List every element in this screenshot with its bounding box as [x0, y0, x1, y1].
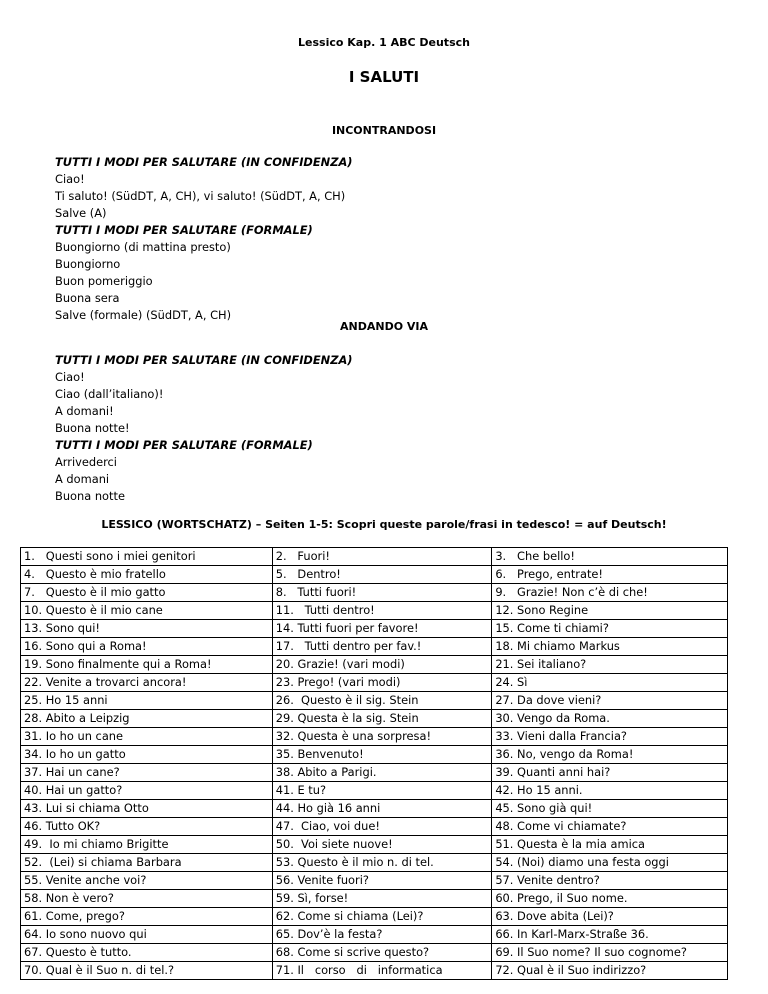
vocab-cell: 7. Questo è il mio gatto — [21, 584, 273, 602]
vocab-cell: 44. Ho già 16 anni — [272, 800, 492, 818]
greeting-line: Arrivederci — [55, 455, 117, 469]
vocab-cell: 22. Venite a trovarci ancora! — [21, 674, 273, 692]
table-row — [21, 872, 728, 890]
vocab-cell: 52. (Lei) si chiama Barbara — [21, 854, 273, 872]
vocab-cell: 20. Grazie! (vari modi) — [272, 656, 492, 674]
table-row — [21, 638, 728, 656]
category-heading: TUTTI I MODI PER SALUTARE (IN CONFIDENZA) — [55, 155, 353, 169]
vocab-cell: 60. Prego, il Suo nome. — [492, 890, 728, 908]
vocab-cell: 48. Come vi chiamate? — [492, 818, 728, 836]
table-row — [21, 728, 728, 746]
vocab-cell: 10. Questo è il mio cane — [21, 602, 273, 620]
vocab-cell: 27. Da dove vieni? — [492, 692, 728, 710]
table-row — [21, 620, 728, 638]
section-heading-andando-via: ANDANDO VIA — [340, 320, 428, 333]
vocab-cell: 13. Sono qui! — [21, 620, 273, 638]
vocab-cell: 24. Sì — [492, 674, 728, 692]
table-row — [21, 746, 728, 764]
page-title: I SALUTI — [348, 68, 420, 86]
vocab-cell: 23. Prego! (vari modi) — [272, 674, 492, 692]
vocab-cell: 45. Sono già qui! — [492, 800, 728, 818]
lessico-heading: LESSICO (WORTSCHATZ) – Seiten 1-5: Scopri queste parole/frasi in tedesco! = auf Deutsch! — [101, 518, 667, 531]
vocab-cell: 63. Dove abita (Lei)? — [492, 908, 728, 926]
greeting-line: A domani — [55, 472, 110, 486]
table-row — [21, 602, 728, 620]
vocab-cell: 37. Hai un cane? — [21, 764, 273, 782]
vocab-cell: 33. Vieni dalla Francia? — [492, 728, 728, 746]
vocab-cell: 25. Ho 15 anni — [21, 692, 273, 710]
vocab-cell: 69. Il Suo nome? Il suo cognome? — [492, 944, 728, 962]
vocab-cell: 9. Grazie! Non c’è di che! — [492, 584, 728, 602]
table-row — [21, 692, 728, 710]
vocab-cell: 17. Tutti dentro per fav.! — [272, 638, 492, 656]
vocab-cell: 19. Sono finalmente qui a Roma! — [21, 656, 273, 674]
table-row — [21, 962, 728, 980]
table-row — [21, 926, 728, 944]
vocab-cell: 21. Sei italiano? — [492, 656, 728, 674]
vocab-cell: 55. Venite anche voi? — [21, 872, 273, 890]
greeting-line: Buon pomeriggio — [55, 274, 153, 288]
greeting-line: A domani! — [55, 404, 114, 418]
vocab-cell: 70. Qual è il Suo n. di tel.? — [21, 962, 273, 980]
vocab-cell: 61. Come, prego? — [21, 908, 273, 926]
vocab-cell: 8. Tutti fuori! — [272, 584, 492, 602]
vocab-cell: 15. Come ti chiami? — [492, 620, 728, 638]
vocab-cell: 42. Ho 15 anni. — [492, 782, 728, 800]
table-row — [21, 890, 728, 908]
vocab-cell: 35. Benvenuto! — [272, 746, 492, 764]
table-row — [21, 656, 728, 674]
vocab-cell: 16. Sono qui a Roma! — [21, 638, 273, 656]
greetings-meeting-list — [55, 154, 352, 324]
vocab-cell: 50. Voi siete nuove! — [272, 836, 492, 854]
table-row — [21, 674, 728, 692]
greeting-line: Salve (A) — [55, 206, 107, 220]
vocab-cell: 26. Questo è il sig. Stein — [272, 692, 492, 710]
vocab-cell: 41. E tu? — [272, 782, 492, 800]
section-heading-incontrandosi: INCONTRANDOSI — [331, 124, 437, 137]
greeting-line: Buongiorno — [55, 257, 121, 271]
vocab-cell: 47. Ciao, voi due! — [272, 818, 492, 836]
table-row — [21, 818, 728, 836]
table-row — [21, 710, 728, 728]
vocab-cell: 31. Io ho un cane — [21, 728, 273, 746]
table-row — [21, 764, 728, 782]
vocab-cell: 12. Sono Regine — [492, 602, 728, 620]
table-row — [21, 782, 728, 800]
vocab-cell: 62. Come si chiama (Lei)? — [272, 908, 492, 926]
table-row — [21, 548, 728, 566]
vocab-cell: 5. Dentro! — [272, 566, 492, 584]
greeting-line: Buona notte! — [55, 421, 130, 435]
table-row — [21, 836, 728, 854]
vocab-cell: 38. Abito a Parigi. — [272, 764, 492, 782]
vocab-cell: 40. Hai un gatto? — [21, 782, 273, 800]
vocab-cell: 4. Questo è mio fratello — [21, 566, 273, 584]
vocab-cell: 1. Questi sono i miei genitori — [21, 548, 273, 566]
vocab-cell: 56. Venite fuori? — [272, 872, 492, 890]
vocab-cell: 3. Che bello! — [492, 548, 728, 566]
vocab-cell: 51. Questa è la mia amica — [492, 836, 728, 854]
vocab-cell: 68. Come si scrive questo? — [272, 944, 492, 962]
vocab-cell: 58. Non è vero? — [21, 890, 273, 908]
greeting-line: Ciao! — [55, 370, 85, 384]
vocab-cell: 2. Fuori! — [272, 548, 492, 566]
vocab-cell: 32. Questa è una sorpresa! — [272, 728, 492, 746]
table-row — [21, 854, 728, 872]
table-row — [21, 944, 728, 962]
table-row — [21, 800, 728, 818]
table-row — [21, 908, 728, 926]
document-header: Lessico Kap. 1 ABC Deutsch — [298, 36, 470, 49]
vocab-cell: 66. In Karl-Marx-Straße 36. — [492, 926, 728, 944]
vocab-cell: 64. Io sono nuovo qui — [21, 926, 273, 944]
vocab-cell: 59. Sì, forse! — [272, 890, 492, 908]
greeting-line: Salve (formale) (SüdDT, A, CH) — [55, 308, 232, 322]
vocab-cell: 18. Mi chiamo Markus — [492, 638, 728, 656]
vocab-cell: 67. Questo è tutto. — [21, 944, 273, 962]
vocab-cell: 65. Dov’è la festa? — [272, 926, 492, 944]
vocab-cell: 30. Vengo da Roma. — [492, 710, 728, 728]
vocab-cell: 28. Abito a Leipzig — [21, 710, 273, 728]
greeting-line: Buona sera — [55, 291, 120, 305]
vocab-cell: 53. Questo è il mio n. di tel. — [272, 854, 492, 872]
category-heading: TUTTI I MODI PER SALUTARE (FORMALE) — [55, 223, 313, 237]
vocab-cell: 71. Il corso di informatica — [272, 962, 492, 980]
vocab-cell: 54. (Noi) diamo una festa oggi — [492, 854, 728, 872]
vocab-cell: 6. Prego, entrate! — [492, 566, 728, 584]
vocab-cell: 36. No, vengo da Roma! — [492, 746, 728, 764]
greeting-line: Buona notte — [55, 489, 125, 503]
vocab-cell: 43. Lui si chiama Otto — [21, 800, 273, 818]
category-heading: TUTTI I MODI PER SALUTARE (FORMALE) — [55, 438, 313, 452]
vocab-cell: 46. Tutto OK? — [21, 818, 273, 836]
greeting-line: Buongiorno (di mattina presto) — [55, 240, 231, 254]
vocab-cell: 11. Tutti dentro! — [272, 602, 492, 620]
vocab-cell: 39. Quanti anni hai? — [492, 764, 728, 782]
table-row — [21, 584, 728, 602]
category-heading: TUTTI I MODI PER SALUTARE (IN CONFIDENZA) — [55, 353, 353, 367]
greeting-line: Ti saluto! (SüdDT, A, CH), vi saluto! (SüdDT, A, CH) — [55, 189, 346, 203]
greeting-line: Ciao! — [55, 172, 85, 186]
vocab-cell: 57. Venite dentro? — [492, 872, 728, 890]
greeting-line: Ciao (dall’italiano)! — [55, 387, 164, 401]
greetings-leaving-list — [55, 352, 352, 505]
table-row — [21, 566, 728, 584]
vocab-cell: 29. Questa è la sig. Stein — [272, 710, 492, 728]
vocabulary-table — [20, 547, 728, 980]
vocab-cell: 72. Qual è il Suo indirizzo? — [492, 962, 728, 980]
vocab-cell: 49. Io mi chiamo Brigitte — [21, 836, 273, 854]
vocab-cell: 14. Tutti fuori per favore! — [272, 620, 492, 638]
vocab-cell: 34. Io ho un gatto — [21, 746, 273, 764]
